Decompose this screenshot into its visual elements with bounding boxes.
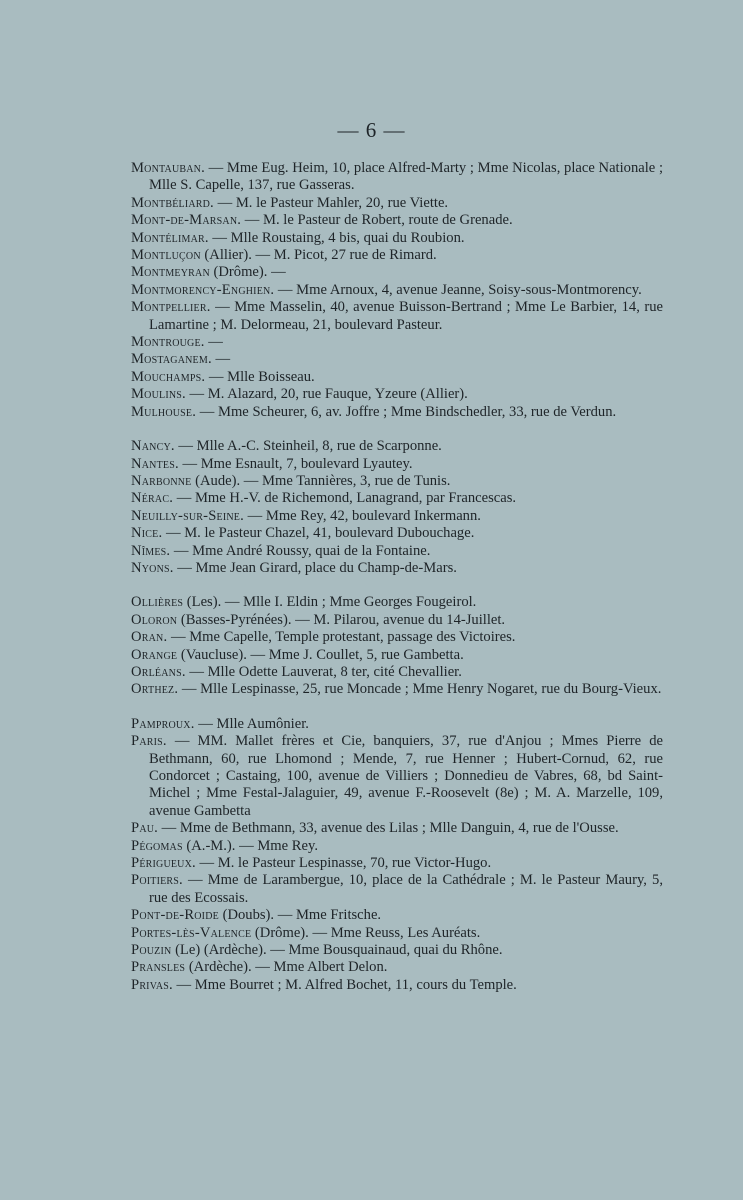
entry-details: (Basses-Pyrénées). — M. Pilarou, avenue du 14-Juillet. [177, 611, 506, 628]
city-name: Portes-lès-Valence [131, 924, 252, 941]
directory-entry [131, 925, 663, 942]
city-name: Pransles [131, 959, 186, 976]
directory-entry [131, 490, 663, 507]
entry-details: — Mlle Lespinasse, 25, rue Moncade ; Mme Henry Nogaret, rue du Bourg-Vieux. [178, 681, 662, 698]
entry-details: — Mlle Roustaing, 4 bis, quai du Roubion. [208, 229, 465, 246]
group-separator [131, 577, 663, 594]
city-name: Paris. [131, 733, 167, 750]
city-name: Montrouge. [131, 334, 205, 351]
directory-entry [131, 838, 663, 855]
entry-details: — Mme de Larambergue, 10, place de la Cathédrale ; M. le Pasteur Maury, 5, rue des Ecossais. [149, 872, 663, 906]
entry-details: — Mlle Boisseau. [205, 368, 315, 385]
entry-details: — M. Alazard, 20, rue Fauque, Yzeure (Allier). [185, 386, 468, 403]
directory-entry [131, 247, 663, 264]
city-name: Pont-de-Roide [131, 907, 219, 924]
directory-entry [131, 959, 663, 976]
entry-details: — Mme de Bethmann, 33, avenue des Lilas ; Mlle Danguin, 4, rue de l'Ousse. [158, 820, 619, 837]
entry-details: — Mme Arnoux, 4, avenue Jeanne, Soisy-sous-Montmorency. [274, 281, 642, 298]
city-name: Montmorency-Enghien. [131, 281, 275, 298]
city-name: Poitiers. [131, 872, 183, 889]
directory-entry [131, 334, 663, 351]
entry-details: (Le) (Ardèche). — Mme Bousquainaud, quai du Rhône. [171, 942, 503, 959]
city-name: Narbonne [131, 472, 192, 489]
city-name: Pau. [131, 820, 159, 837]
directory-entry [131, 855, 663, 872]
city-name: Montauban. [131, 160, 205, 176]
city-name: Mouchamps. [131, 368, 206, 385]
city-name: Montélimar. [131, 229, 209, 246]
directory-entry [131, 872, 663, 907]
entry-details: — M. le Pasteur Chazel, 41, boulevard Dubouchage. [162, 525, 475, 542]
entry-details: — M. le Pasteur de Robert, route de Grenade. [241, 212, 513, 229]
directory-entry [131, 351, 663, 368]
city-name: Orange [131, 646, 178, 663]
city-name: Nîmes. [131, 542, 171, 559]
entry-details: — [204, 334, 223, 351]
entry-details: — Mme Rey, 42, boulevard Inkermann. [243, 507, 481, 524]
entry-details: — Mlle A.-C. Steinheil, 8, rue de Scarponne. [174, 438, 442, 455]
directory-entry [131, 282, 663, 299]
city-name: Nantes. [131, 455, 179, 472]
entry-details: — Mme André Roussy, quai de la Fontaine. [170, 542, 431, 559]
city-name: Périgueux. [131, 855, 196, 872]
entry-details: — Mme Eug. Heim, 10, place Alfred-Marty ; Mme Nicolas, place Nationale ; Mlle S. Capelle, 137, rue Gasseras. [149, 160, 663, 194]
directory-entry [131, 612, 663, 629]
city-name: Neuilly-sur-Seine. [131, 507, 244, 524]
directory-entry [131, 404, 663, 421]
city-name: Moulins. [131, 386, 186, 403]
city-name: Montluçon [131, 247, 201, 264]
directory-entry [131, 560, 663, 577]
entry-details: — Mme Masselin, 40, avenue Buisson-Bertrand ; Mme Le Barbier, 14, rue Lamartine ; M. Delormeau, 21, boulevard Pasteur. [149, 299, 663, 333]
city-name: Nérac. [131, 490, 174, 507]
page-number: — 6 — [337, 118, 406, 142]
directory-entry [131, 230, 663, 247]
entry-details: — Mme Jean Girard, place du Champ-de-Mars. [173, 559, 457, 576]
entry-details: — M. le Pasteur Mahler, 20, rue Viette. [213, 194, 449, 211]
city-name: Orthez. [131, 681, 179, 698]
directory-entry [131, 629, 663, 646]
entry-details: (Vaucluse). — Mme J. Coullet, 5, rue Gambetta. [177, 646, 464, 663]
directory-entry [131, 438, 663, 455]
directory-entry [131, 456, 663, 473]
city-name: Montmeyran [131, 264, 210, 281]
entry-details: — M. le Pasteur Lespinasse, 70, rue Victor-Hugo. [195, 855, 492, 872]
entry-details: — Mlle Aumônier. [194, 715, 309, 732]
entry-details: (Allier). — M. Picot, 27 rue de Rimard. [200, 247, 437, 264]
directory-entry [131, 733, 663, 820]
directory-entry [131, 299, 663, 334]
city-name: Oran. [131, 629, 168, 646]
city-name: Mulhouse. [131, 403, 197, 420]
directory-entry [131, 681, 663, 698]
directory-entry [131, 473, 663, 490]
group-separator [131, 421, 663, 438]
directory-entry [131, 212, 663, 229]
directory-entry [131, 525, 663, 542]
city-name: Privas. [131, 976, 173, 993]
entry-details: — Mme Bourret ; M. Alfred Bochet, 11, cours du Temple. [172, 976, 517, 993]
directory-entry [131, 664, 663, 681]
directory-entry [131, 716, 663, 733]
entry-details: (Aude). — Mme Tannières, 3, rue de Tunis. [191, 472, 451, 489]
directory-entry [131, 942, 663, 959]
city-name: Orléans. [131, 663, 186, 680]
group-separator [131, 699, 663, 716]
directory-entry [131, 977, 663, 994]
city-name: Oloron [131, 611, 178, 628]
city-name: Mont-de-Marsan. [131, 212, 242, 229]
city-name: Montpellier. [131, 299, 211, 316]
directory-entry [131, 386, 663, 403]
directory-list [131, 160, 663, 994]
entry-details: — Mme H.-V. de Richemond, Lanagrand, par Francescas. [173, 490, 517, 507]
city-name: Mostaganem. [131, 351, 212, 368]
directory-entry [131, 195, 663, 212]
entry-details: (Drôme). — [209, 264, 286, 281]
entry-details: (Les). — Mlle I. Eldin ; Mme Georges Fougeirol. [183, 594, 477, 611]
city-name: Pégomas [131, 837, 183, 854]
directory-entry [131, 543, 663, 560]
entry-details: — [211, 351, 231, 368]
entry-details: (A.-M.). — Mme Rey. [182, 837, 318, 854]
city-name: Nice. [131, 525, 163, 542]
directory-entry [131, 160, 663, 195]
city-name: Nyons. [131, 559, 174, 576]
city-name: Montbéliard. [131, 194, 214, 211]
entry-details: (Drôme). — Mme Reuss, Les Auréats. [251, 924, 481, 941]
directory-entry [131, 264, 663, 281]
entry-details: — Mme Esnault, 7, boulevard Lyautey. [178, 455, 413, 472]
city-name: Nancy. [131, 438, 175, 455]
entry-details: — Mlle Odette Lauverat, 8 ter, cité Chevallier. [185, 663, 462, 680]
directory-entry [131, 369, 663, 386]
entry-details: — MM. Mallet frères et Cie, banquiers, 37, rue d'Anjou ; Mmes Pierre de Bethmann, 60, rue Lhomond ; Mende, 7, rue Henner ; Hubert-Cornud, 62, rue Condorcet ; Castaing, 100, avenue de Villiers ; Donnedieu de Vabres, 68, bd Saint-Michel ; Mme Festal-Jalaguier, 49, avenue F.-Roosevelt (8e) ; M. A. Marzelle, 109, avenue Gambetta [149, 733, 663, 819]
directory-entry [131, 907, 663, 924]
entry-details: — Mme Scheurer, 6, av. Joffre ; Mme Bindschedler, 33, rue de Verdun. [196, 403, 617, 420]
directory-entry [131, 508, 663, 525]
entry-details: (Doubs). — Mme Fritsche. [218, 907, 382, 924]
city-name: Ollières [131, 594, 184, 611]
entry-details: (Ardèche). — Mme Albert Delon. [185, 959, 388, 976]
entry-details: — Mme Capelle, Temple protestant, passage des Victoires. [167, 629, 516, 646]
directory-entry [131, 647, 663, 664]
city-name: Pamproux. [131, 715, 195, 732]
city-name: Pouzin [131, 942, 172, 959]
directory-entry [131, 820, 663, 837]
directory-entry [131, 594, 663, 611]
